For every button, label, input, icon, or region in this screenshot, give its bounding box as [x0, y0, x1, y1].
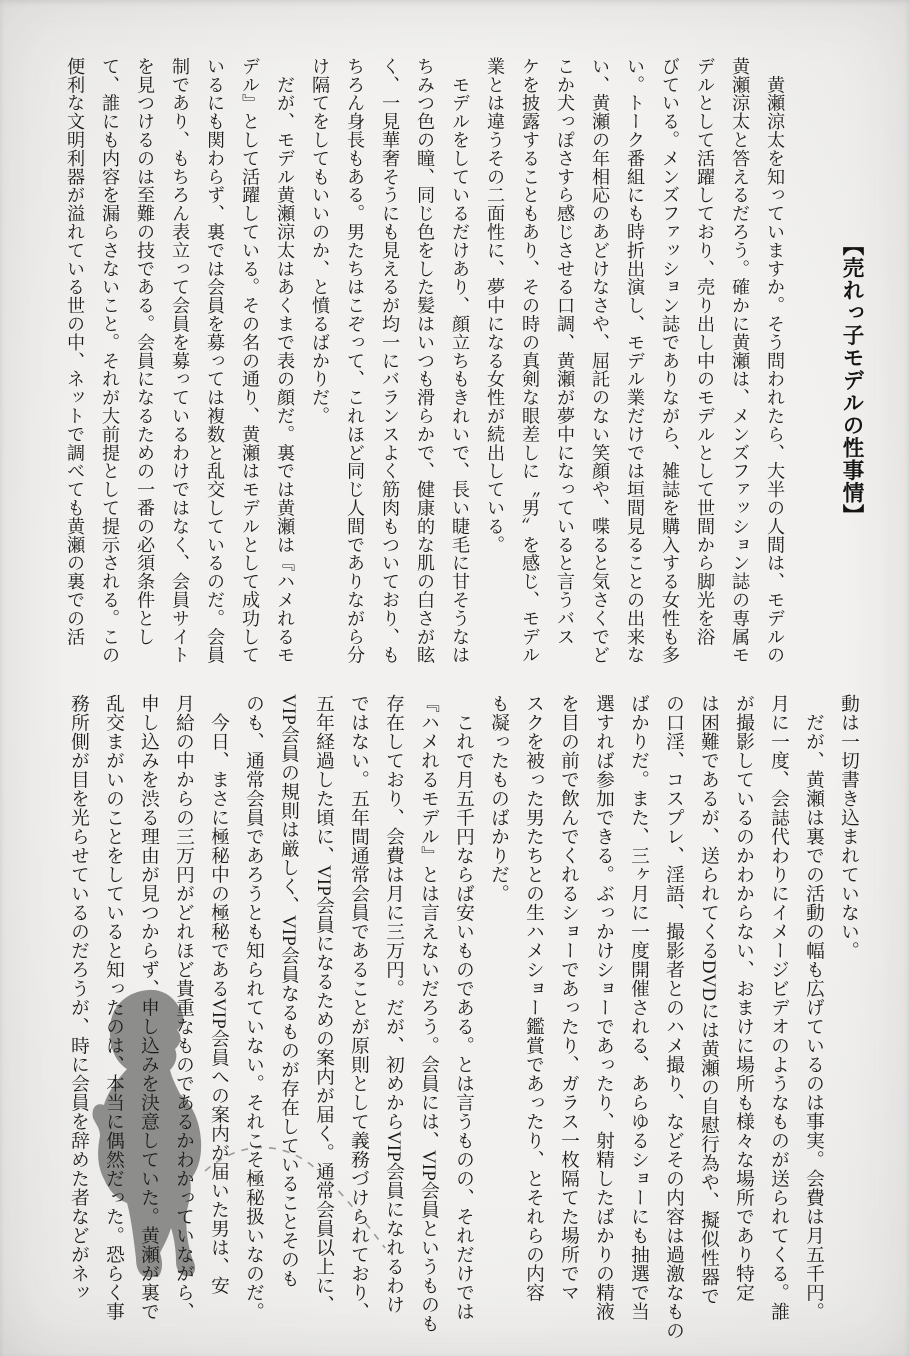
text-line: 選すれば参加できる。ぶっかけショーであったり、射精したばかりの精液 — [593, 694, 614, 1321]
text-line: 業とは違うその二面性に、夢中になる女性が続出している。 — [485, 57, 505, 554]
text-line: デルとして活躍しており、売り出し中のモデルとして世間から脚光を浴 — [695, 57, 715, 646]
top-text-block — [57, 57, 792, 669]
text-line: VIP会員の規則は厳しく、VIP会員なるものが存在していることそのも — [278, 694, 299, 1289]
text-line: け隔てをしてもいいのか、と憤るばかりだ。 — [310, 57, 330, 425]
text-line: を見つけるのは至難の技である。会員になるための一番の必須条件とし — [135, 57, 155, 646]
text-line: だが、黄瀬は裏での活動の幅も広げているのは事実。会費は月五千円。 — [803, 694, 824, 1321]
text-line: い、黄瀬の年相応のあどけなさや、屈託のない笑顔や、喋ると気さくでど — [590, 57, 610, 665]
text-line: 便利な文明利器が溢れている世の中、ネットで調べても黄瀬の裏での活 — [65, 57, 85, 646]
text-line: 乱交まがいのことをしていると知ったのは、本当に偶然だった。恐らく事 — [103, 694, 124, 1321]
text-line: 黄瀬涼太を知っていますか。そう問われたら、大半の人間は、モデルの — [765, 57, 785, 665]
page-title: 【売れっ子モデルの性事情】 — [840, 234, 864, 527]
text-line: ちみつ色の瞳、同じ色をした髪はいつも滑らかで、健康的な肌の白さが眩 — [415, 57, 435, 665]
text-line: の口淫、コスプレ、淫語、撮影者とのハメ撮り、などその内容は過激なもの — [663, 694, 684, 1340]
text-line: 五年経過した頃に、VIP会員になるための案内が届く。通常会員以上に、 — [313, 694, 334, 1315]
text-line: 今日、まさに極秘中の極秘であるVIP会員への案内が届いた男は、安 — [208, 694, 229, 1296]
text-line: 月給の中からの三万円がどれほど貴重なものであるかわかっていながら、 — [173, 694, 194, 1321]
text-line: 動は一切書き込まれていない。 — [838, 694, 859, 960]
bottom-text-block — [61, 694, 866, 1340]
text-line: く、一見華奢そうにも見えるが均一にバランスよく筋肉もついており、も — [380, 57, 400, 665]
text-line: て、誰にも内容を漏らさないこと。それが大前提として提示される。この — [100, 57, 120, 665]
text-line: ちろん身長もある。男たちはこぞって、これほど同じ人間でありながら分 — [345, 57, 365, 665]
text-line: こか犬っぽさすら感じさせる口調、黄瀬が夢中になっていると言うバス — [555, 57, 575, 646]
text-line: びている。メンズファッション誌でありながら、雑誌を購入する女性も多 — [660, 57, 680, 665]
text-line: は困難であるが、送られてくるDVDには黄瀬の自慰行為や、擬似性器で — [698, 694, 719, 1306]
text-line: モデルをしているだけあり、顔立ちもきれいで、長い睫毛に甘そうなは — [450, 57, 470, 665]
text-line: も凝ったものばかりだ。 — [488, 694, 509, 903]
text-line: だが、モデル黄瀬涼太はあくまで表の顔だ。裏では黄瀬は『ハメれるモ — [275, 57, 295, 665]
text-line: 『ハメれるモデル』とは言えないだろう。会員には、VIP会員というものも — [418, 694, 439, 1334]
text-line: いるにも関わらず、裏では会員を募っては複数と乱交しているのだ。会員 — [205, 57, 225, 665]
text-line: 月に一度、会誌代わりにイメージビデオのようなものが送られてくる。誰 — [768, 694, 789, 1321]
text-line: ばかりだ。また、三ヶ月に一度開催される、あらゆるショーにも抽選で当 — [628, 694, 649, 1321]
text-line: 黄瀬涼太と答えるだろう。確かに黄瀬は、メンズファッション誌の専属モ — [730, 57, 750, 665]
text-line: ではない。五年間通常会員であることが原則として義務づけられており、 — [348, 694, 369, 1321]
text-line: 存在しており、会費は月に三万円。だが、初めからVIP会員になれるわけ — [383, 694, 404, 1315]
text-line: スクを被った男たちとの生ハメショー鑑賞であったり、とそれらの内容 — [523, 694, 544, 1302]
text-line: 制であり、もちろん表立って会員を募っているわけではなく、会員サイト — [170, 57, 190, 665]
text-line: 申し込みを渋る理由が見つからず、申し込みを決意していた。黄瀬が裏で — [138, 694, 159, 1321]
text-line: ケを披露することもあり、その時の真剣な眼差しに〝男〟を感じ、モデル — [520, 57, 540, 665]
text-line: が撮影しているのかわからない、おまけに場所も様々な場所であり特定 — [733, 694, 754, 1302]
text-line: デル』として活躍している。その名の通り、黄瀬はモデルとして成功して — [240, 57, 260, 665]
text-line: 務所側が目を光らせているのだろうが、時に会員を辞めた者などがネッ — [68, 694, 89, 1302]
text-line: を目の前で飲んでくれるショーであったり、ガラス一枚隔てた場所でマ — [558, 694, 579, 1302]
text-line: い。トーク番組にも時折出演し、モデル業だけでは垣間見ることの出来な — [625, 57, 645, 665]
text-line: のも、通常会員であろうとも知られていない。それこそ極秘扱いなのだ。 — [243, 694, 264, 1321]
text-line: これで月五千円ならば安いものである。とは言うものの、それだけでは — [453, 694, 474, 1321]
